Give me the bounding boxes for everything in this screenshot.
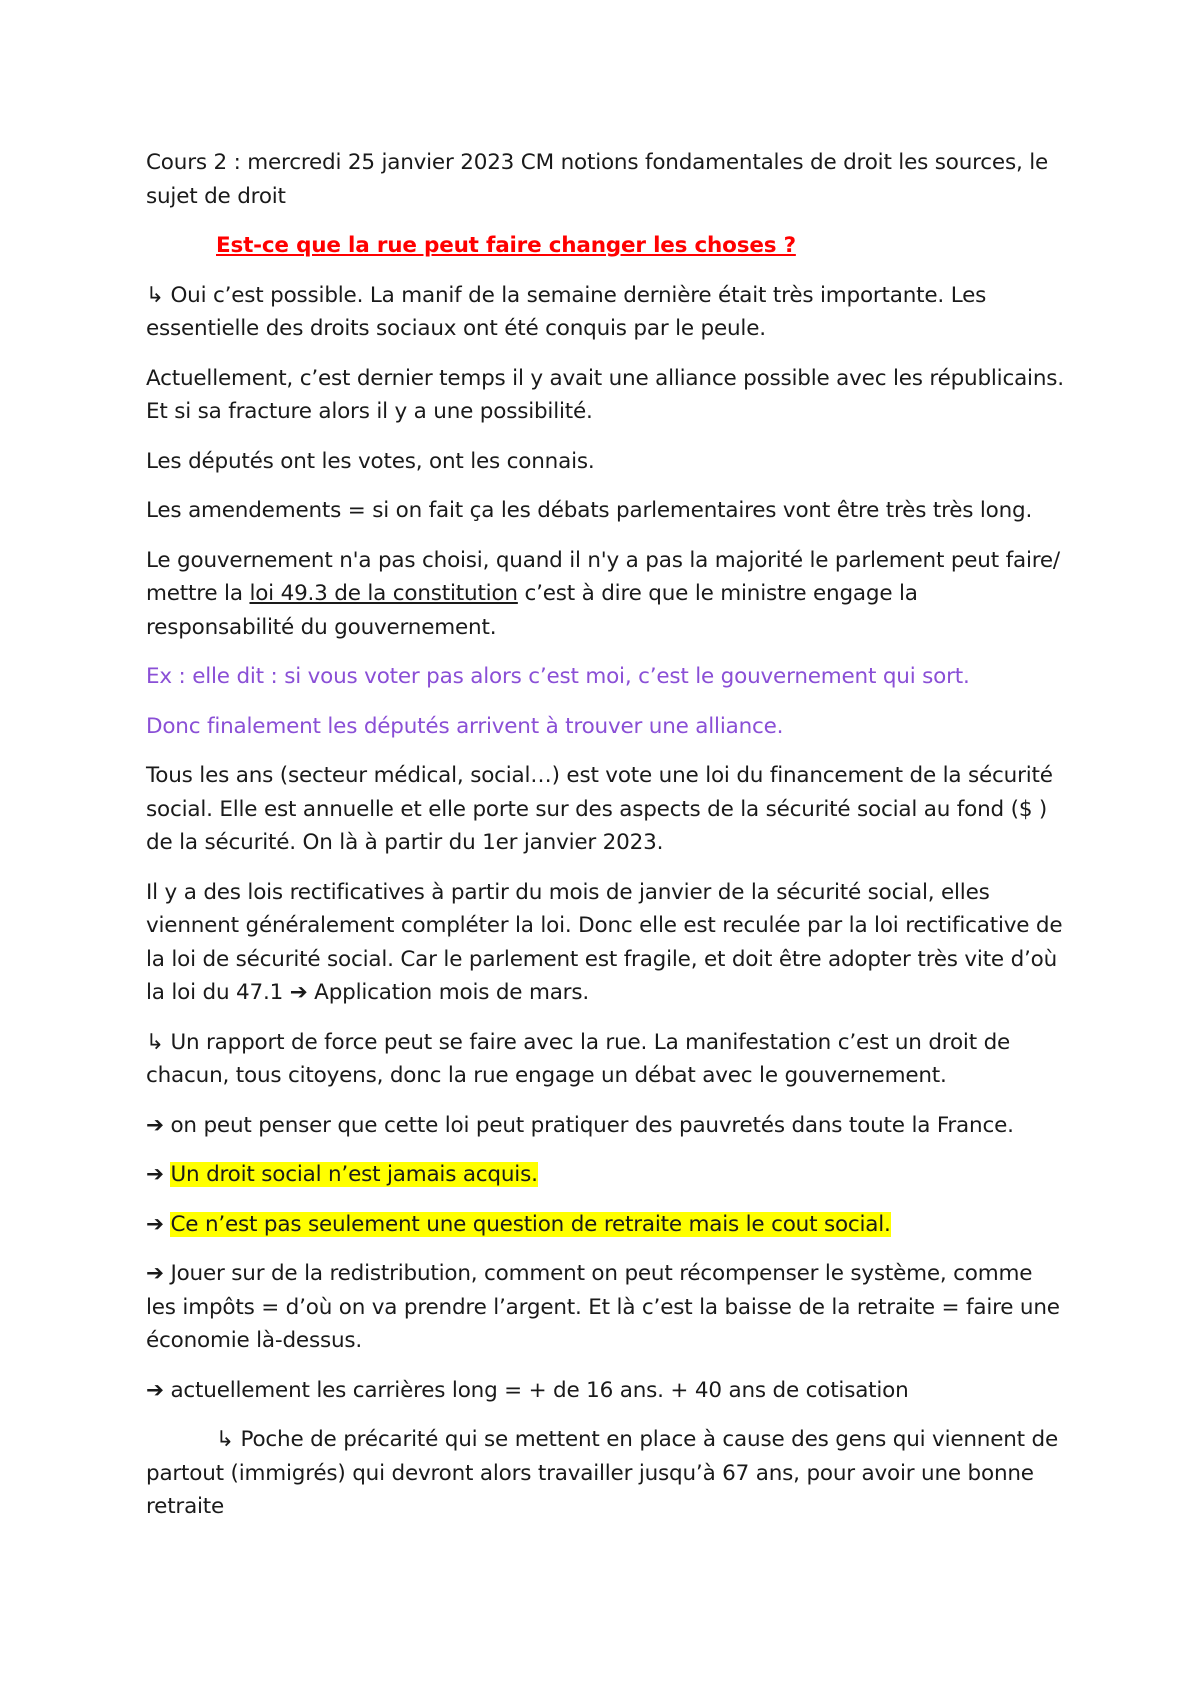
conclusion-paragraph: Donc finalement les députés arrivent à trouver une alliance.	[146, 713, 784, 739]
arrow-icon: ➔	[146, 1211, 164, 1237]
course-header: Cours 2 : mercredi 25 janvier 2023 CM notions fondamentales de droit les sources, le sujet de droit	[146, 150, 1049, 209]
paragraph: ➔ on peut penser que cette loi peut pratiquer des pauvretés dans toute la France.	[146, 1112, 1014, 1138]
highlighted-text: Un droit social n’est jamais acquis.	[170, 1162, 538, 1187]
paragraph: Tous les ans (secteur médical, social…) est vote une loi du financement de la sécurité social. Elle est annuelle et elle porte sur des aspects de la sécurité social au fond ($ ) de la sécurité. On là à partir du 1er janvier 2023.	[146, 763, 1053, 855]
paragraph-text: Le gouvernement n'a pas choisi, quand il n'y a pas la majorité le parlement peut faire/ mettre la	[146, 547, 1060, 606]
paragraph: Les amendements = si on fait ça les débats parlementaires vont être très très long.	[146, 498, 1033, 523]
paragraph-49-3	[146, 544, 1066, 645]
paragraph: Les députés ont les votes, ont les connais.	[146, 448, 595, 474]
section-title: Est-ce que la rue peut faire changer les choses ?	[216, 233, 796, 258]
indented-paragraph	[146, 1423, 1066, 1524]
paragraph: Actuellement, c’est dernier temps il y avait une alliance possible avec les républicains. Et si sa fracture alors il y a une possibilité.	[146, 365, 1064, 424]
example-paragraph: Ex : elle dit : si vous voter pas alors c’est moi, c’est le gouvernement qui sort.	[146, 664, 970, 689]
paragraph: ↳ Un rapport de force peut se faire avec la rue. La manifestation c’est un droit de chacun, tous citoyens, donc la rue engage un débat avec le gouvernement.	[146, 1029, 1011, 1088]
document-page	[146, 146, 1066, 1540]
highlighted-text: Ce n’est pas seulement une question de retraite mais le cout social.	[170, 1211, 891, 1237]
paragraph-text: c’est à dire que le ministre engage la responsabilité du gouvernement.	[146, 581, 918, 640]
paragraph: ➔ actuellement les carrières long = + de 16 ans. + 40 ans de cotisation	[146, 1377, 909, 1403]
indented-first-line: ↳ Poche de précarité qui se mettent en place à cause des gens qui viennent de	[216, 1427, 1059, 1452]
highlighted-point	[146, 1158, 1066, 1192]
paragraph-continuation: partout (immigrés) qui devront alors travailler jusqu’à 67 ans, pour avoir une bonne retraite	[146, 1460, 1034, 1519]
paragraph: ➔ Jouer sur de la redistribution, comment on peut récompenser le système, comme les impôts = d’où on va prendre l’argent. Et là c’est la baisse de la retraite = faire une économie là-dessus.	[146, 1261, 1060, 1353]
paragraph: ↳ Oui c’est possible. La manif de la semaine dernière était très importante. Les essentielle des droits sociaux ont été conquis par le peule.	[146, 282, 987, 341]
underlined-law-reference: loi 49.3 de la constitution	[249, 581, 518, 606]
highlighted-point	[146, 1208, 1066, 1242]
arrow-icon: ➔	[146, 1162, 164, 1187]
paragraph: Il y a des lois rectificatives à partir du mois de janvier de la sécurité social, elles viennent généralement compléter la loi. Donc elle est reculée par la loi rectificative de la loi de sécurité social. Car le parlement est fragile, et doit être adopter très vite d’où la loi du 47.1 ➔ Application mois de mars.	[146, 879, 1063, 1005]
